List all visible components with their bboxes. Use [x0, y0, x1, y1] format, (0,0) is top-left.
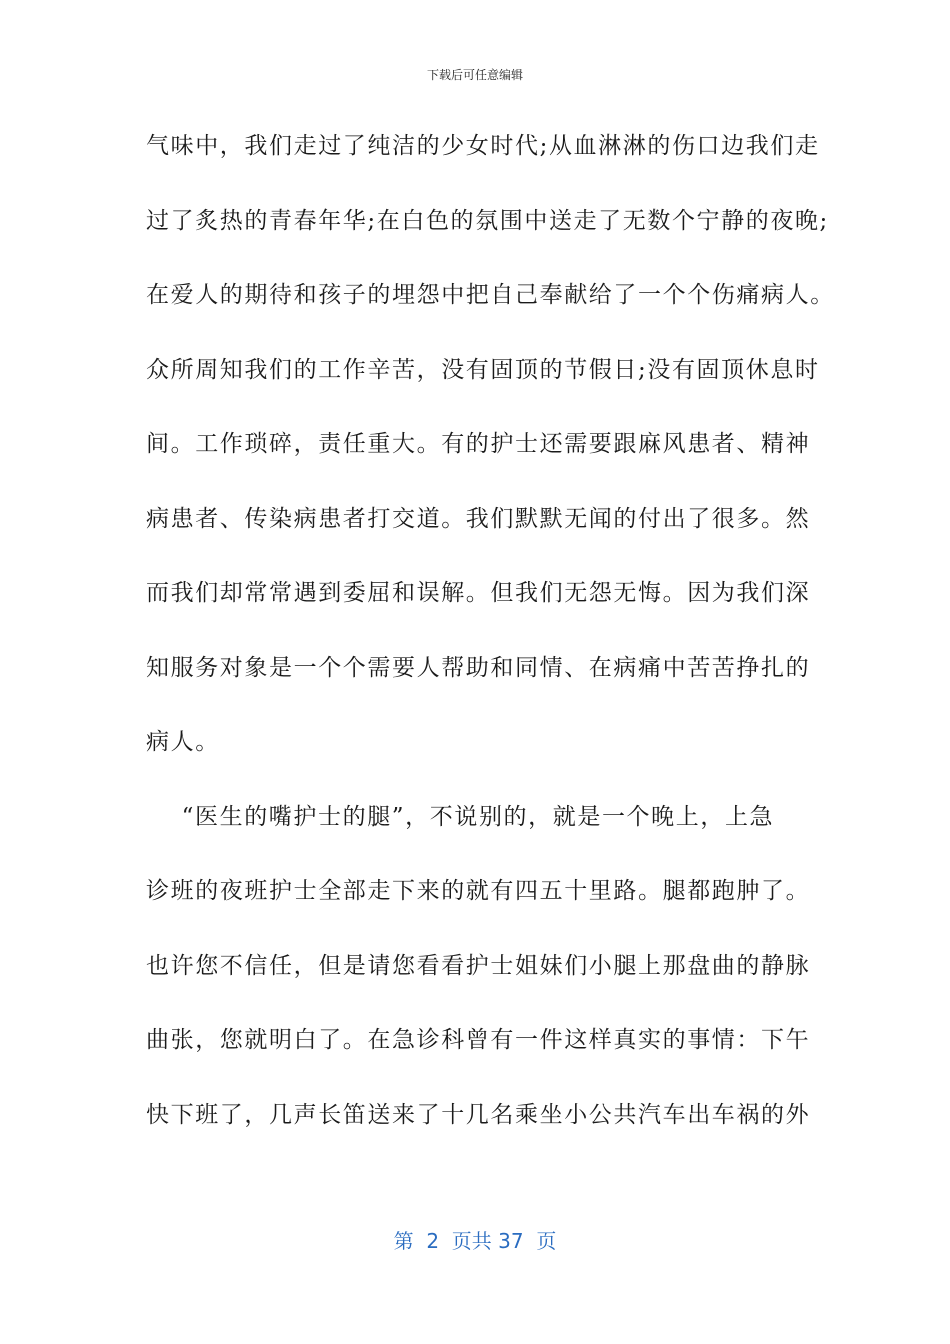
text-line: 而我们却常常遇到委屈和误解。但我们无怨无悔。因为我们深 — [146, 580, 811, 606]
text-line: 在爱人的期待和孩子的埋怨中把自己奉献给了一个个伤痛病人。 — [146, 282, 835, 308]
text-line: 快下班了，几声长笛送来了十几名乘坐小公共汽车出车祸的外 — [146, 1101, 811, 1128]
text-line: 知服务对象是一个个需要人帮助和同情、在病痛中苦苦挣扎的 — [146, 654, 811, 681]
text-line: 气味中，我们走过了纯洁的少女时代;从血淋淋的伤口边我们走 — [146, 133, 820, 159]
text-line: 曲张，您就明白了。在急诊科曾有一件这样真实的事情：下午 — [146, 1027, 811, 1053]
text-line: 过了炙热的青春年华;在白色的氛围中送走了无数个宁静的夜晚; — [146, 207, 829, 234]
header-note: 下载后可任意编辑 — [426, 68, 523, 82]
text-line: 诊班的夜班护士全部走下来的就有四五十里路。腿都跑肿了。 — [146, 878, 811, 904]
text-line: 病人。 — [146, 729, 220, 755]
text-line: 也许您不信任，但是请您看看护士姐妹们小腿上那盘曲的静脉 — [146, 952, 811, 979]
page-number-footer: 第 2 页共 37 页 — [393, 1229, 557, 1253]
text-line: 病患者、传染病患者打交道。我们默默无闻的付出了很多。然 — [146, 505, 811, 532]
text-line: 众所周知我们的工作辛苦，没有固顶的节假日;没有固顶休息时 — [146, 356, 820, 383]
document-body — [146, 124, 835, 1167]
text-line: “医生的嘴护士的腿”，不说别的，就是一个晚上，上急 — [146, 803, 775, 830]
text-line: 间。工作琐碎，责任重大。有的护士还需要跟麻风患者、精神 — [146, 431, 811, 457]
